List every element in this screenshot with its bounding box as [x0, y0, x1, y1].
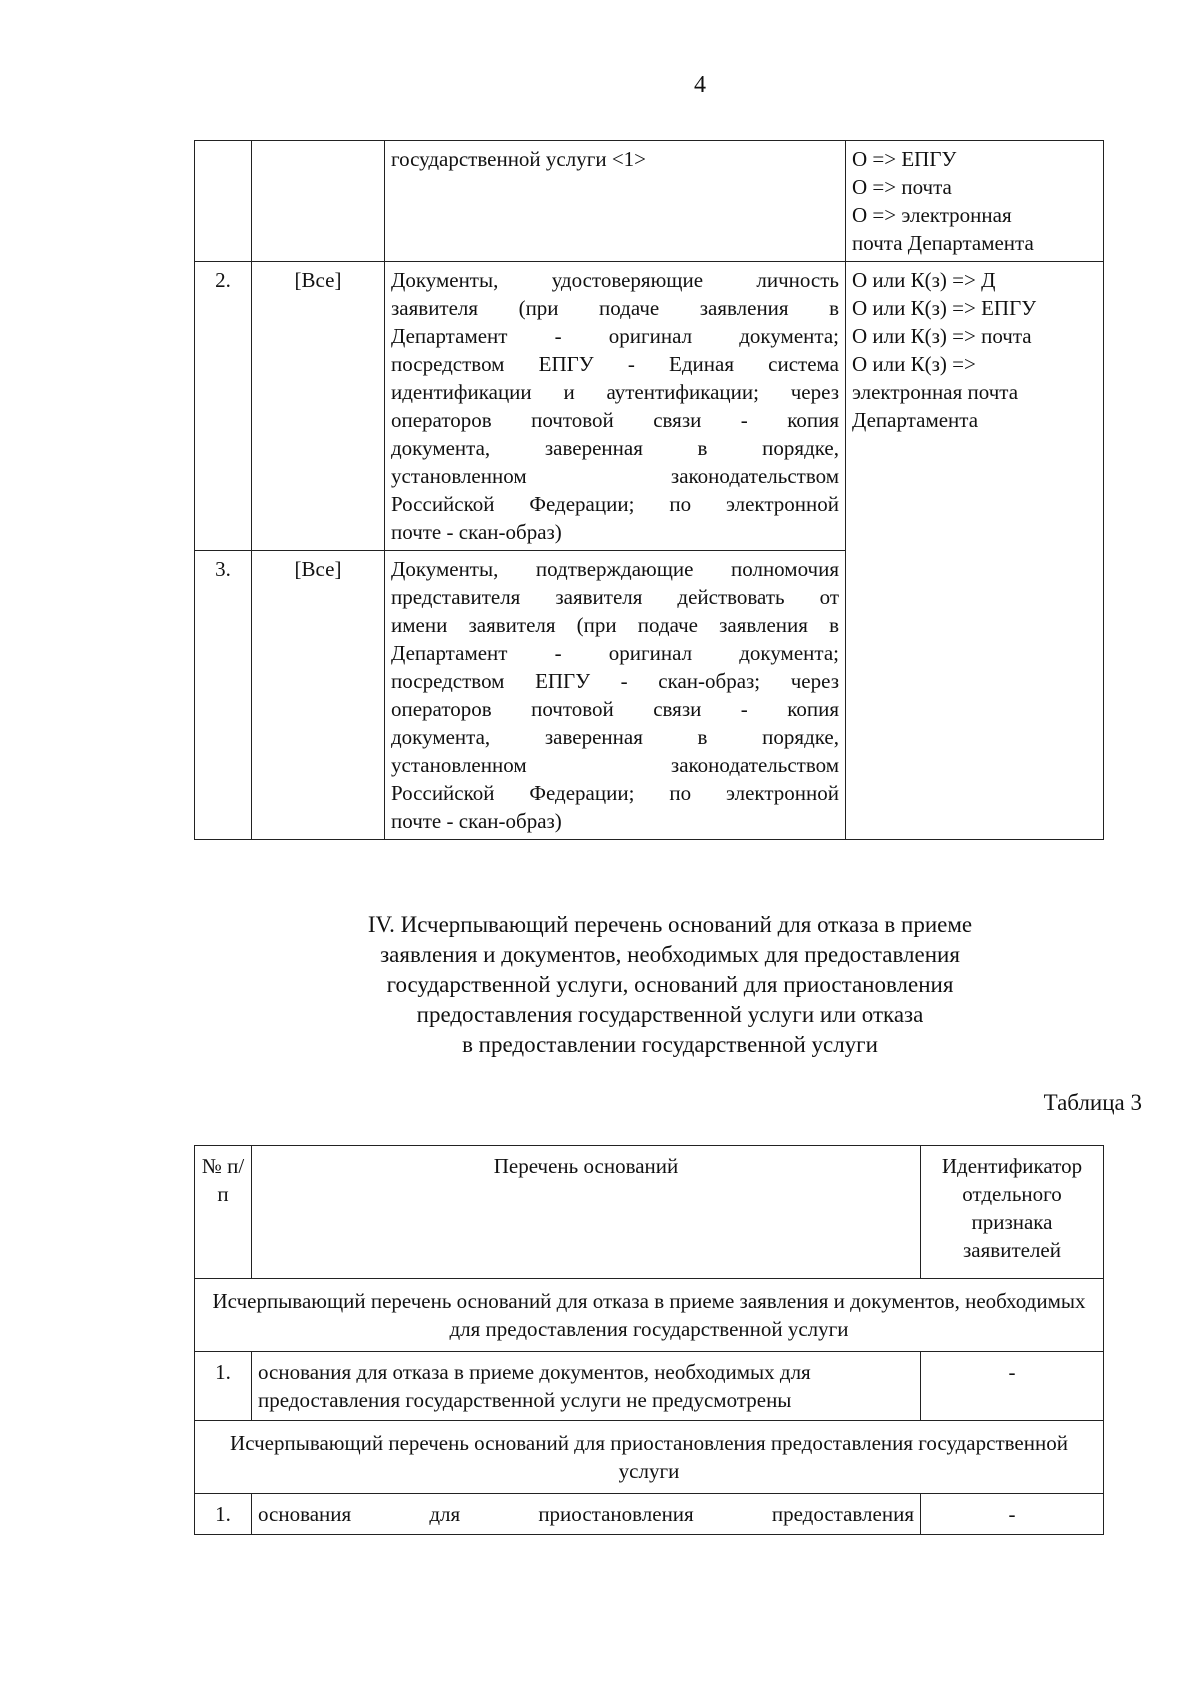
table-row: [195, 1494, 1104, 1535]
header-identifier: Идентификатор отдельного признака заявителей: [921, 1146, 1104, 1279]
method-line: Департамента: [852, 408, 979, 432]
header-number: № п/п: [195, 1146, 252, 1279]
row-submission-method: [846, 262, 1104, 840]
section-title: [250, 910, 1090, 1060]
document-line: операторов почтовой связи - копия: [391, 408, 839, 432]
document-line: документа, заверенная в порядке,: [391, 725, 839, 749]
row-number: 2.: [195, 262, 252, 551]
table-row: [195, 262, 1104, 551]
document-line: установленном законодательством: [391, 464, 839, 488]
method-line: О => ЕПГУ: [852, 147, 957, 171]
method-line: почта Департамента: [852, 231, 1034, 255]
row-category: [252, 141, 385, 262]
document-line: Департамент - оригинал документа;: [391, 324, 839, 348]
document-line: Департамент - оригинал документа;: [391, 641, 839, 665]
section-title-line: IV. Исчерпывающий перечень оснований для отказа в приеме: [367, 912, 973, 937]
document-line: операторов почтовой связи - копия: [391, 697, 839, 721]
group-row: [195, 1421, 1104, 1494]
row-ground-text: основания для отказа в приеме документов, необходимых для предоставления государственной услуги не предусмотрены: [252, 1352, 921, 1421]
table-header-row: [195, 1146, 1104, 1279]
document-line: почте - скан-образ): [391, 809, 562, 833]
row-category: [Все]: [252, 262, 385, 551]
method-line: О => электронная: [852, 203, 1012, 227]
document-line: посредством ЕПГУ - скан-образ; через: [391, 669, 839, 693]
row-number: 1.: [195, 1352, 252, 1421]
page-number: 4: [694, 72, 706, 98]
document-line: идентификации и аутентификации; через: [391, 380, 839, 404]
table-row: [195, 141, 1104, 262]
document-line: Российской Федерации; по электронной: [391, 781, 839, 805]
row-category: [Все]: [252, 551, 385, 840]
row-number: 1.: [195, 1494, 252, 1535]
row-submission-method: [846, 141, 1104, 262]
documents-table: [194, 140, 1104, 840]
document-line: представителя заявителя действовать от: [391, 585, 839, 609]
header-grounds-list: Перечень оснований: [252, 1146, 921, 1279]
row-identifier: -: [921, 1494, 1104, 1535]
grounds-table: [194, 1145, 1104, 1535]
document-line: Документы, подтверждающие полномочия: [391, 557, 839, 581]
document-line: Документы, удостоверяющие личность: [391, 268, 839, 292]
method-line: О => почта: [852, 175, 952, 199]
document-line: государственной услуги <1>: [391, 147, 647, 171]
section-title-line: в предоставлении государственной услуги: [462, 1032, 878, 1057]
table-caption: Таблица 3: [1043, 1090, 1142, 1115]
document-line: заявителя (при подаче заявления в: [391, 296, 839, 320]
document-line: установленном законодательством: [391, 753, 839, 777]
document-line: имени заявителя (при подаче заявления в: [391, 613, 839, 637]
row-identifier: -: [921, 1352, 1104, 1421]
section-title-line: государственной услуги, оснований для приостановления: [386, 972, 954, 997]
group-row: [195, 1279, 1104, 1352]
method-line: О или К(з) => почта: [852, 324, 1032, 348]
row-ground-text: основания для приостановления предоставления: [252, 1494, 921, 1535]
section-title-line: заявления и документов, необходимых для предоставления: [380, 942, 960, 967]
group-title: Исчерпывающий перечень оснований для отказа в приеме заявления и документов, необходимых для предоставления государственной услуги: [195, 1279, 1104, 1352]
row-document: [385, 551, 846, 840]
method-line: О или К(з) => Д: [852, 268, 996, 292]
method-line: О или К(з) => ЕПГУ: [852, 296, 1037, 320]
group-title: Исчерпывающий перечень оснований для приостановления предоставления государственной услуги: [195, 1421, 1104, 1494]
method-line: электронная почта: [852, 380, 1019, 404]
row-document: [385, 141, 846, 262]
row-number: [195, 141, 252, 262]
document-line: документа, заверенная в порядке,: [391, 436, 839, 460]
section-title-line: предоставления государственной услуги или отказа: [416, 1002, 924, 1027]
document-line: почте - скан-образ): [391, 520, 562, 544]
method-line: О или К(з) =>: [852, 352, 976, 376]
document-line: Российской Федерации; по электронной: [391, 492, 839, 516]
row-number: 3.: [195, 551, 252, 840]
row-document: [385, 262, 846, 551]
document-line: посредством ЕПГУ - Единая система: [391, 352, 839, 376]
table-row: [195, 1352, 1104, 1421]
